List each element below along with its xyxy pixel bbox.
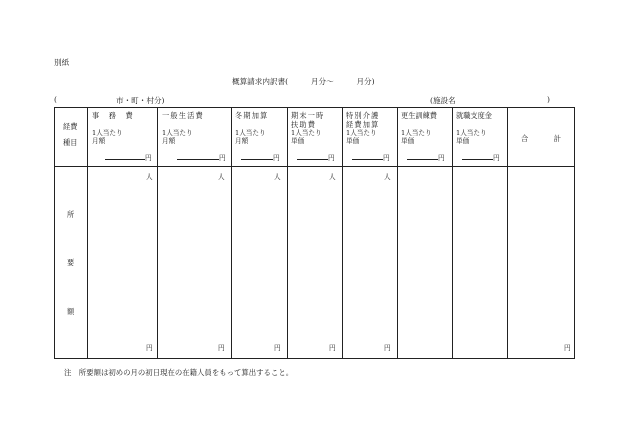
left-paren: (: [54, 95, 57, 104]
col-header-toki-kasan: 冬期加算 1人当たり 月額: [235, 111, 269, 145]
total-unit-tokubetsu: 円: [384, 344, 391, 352]
row-header-line2: 種目: [63, 138, 78, 147]
attachment-label: 別紙: [54, 58, 70, 67]
total-unit-ippan: 円: [218, 344, 225, 352]
unit-underline-toki: 円: [241, 154, 280, 162]
col-header-total: 合 計: [521, 134, 562, 143]
col-header-jimuhi: 事 務 費 1人当たり 月額: [92, 111, 134, 145]
side-label-2: 要: [67, 258, 75, 267]
page-title: 概算請求内訳書( 月分〜 月分): [232, 77, 375, 86]
total-unit-toki: 円: [274, 344, 281, 352]
unit-underline-ippan: 円: [177, 154, 226, 162]
count-unit-tokubetsu: 人: [384, 173, 391, 181]
total-unit-jimuhi: 円: [146, 344, 153, 352]
footnote: 注 所要額は初めの月の初日現在の在籍人員をもって算出すること。: [64, 368, 294, 377]
unit-underline-shushoku: 円: [462, 154, 500, 162]
municipality-label: 市・町・村分): [116, 96, 165, 105]
count-unit-kimatsu: 人: [329, 173, 336, 181]
col-header-tokubetsu-kaigo: 特別介護 経費加算 1人当たり 単価: [346, 111, 380, 145]
unit-underline-jimuhi: 円: [105, 154, 152, 162]
total-unit-kimatsu: 円: [329, 344, 336, 352]
col-header-shushoku-shitakukin: 就職支度金 1人当たり 単価: [456, 111, 492, 145]
side-label-1: 所: [67, 210, 75, 219]
total-unit-total: 円: [564, 344, 571, 352]
unit-underline-tokubetsu: 円: [352, 154, 390, 162]
count-unit-toki: 人: [274, 173, 281, 181]
side-label-3: 額: [67, 307, 75, 316]
count-unit-ippan: 人: [218, 173, 225, 181]
col-header-kimatsu-ichiji: 期末一時 扶助費 1人当たり 単価: [291, 111, 325, 145]
unit-underline-kimatsu: 円: [297, 154, 335, 162]
col-header-kosei-kunrenhi: 更生訓練費 1人当たり 単価: [401, 111, 437, 145]
right-paren: ): [547, 95, 550, 104]
count-unit-jimuhi: 人: [146, 173, 153, 181]
facility-label: (施設名: [430, 96, 456, 105]
estimate-table: [54, 107, 575, 359]
row-header-line1: 経費: [63, 122, 78, 131]
col-header-ippan-seikatsuhi: 一般生活費 1人当たり 月額: [162, 111, 204, 145]
unit-underline-kosei: 円: [407, 154, 445, 162]
